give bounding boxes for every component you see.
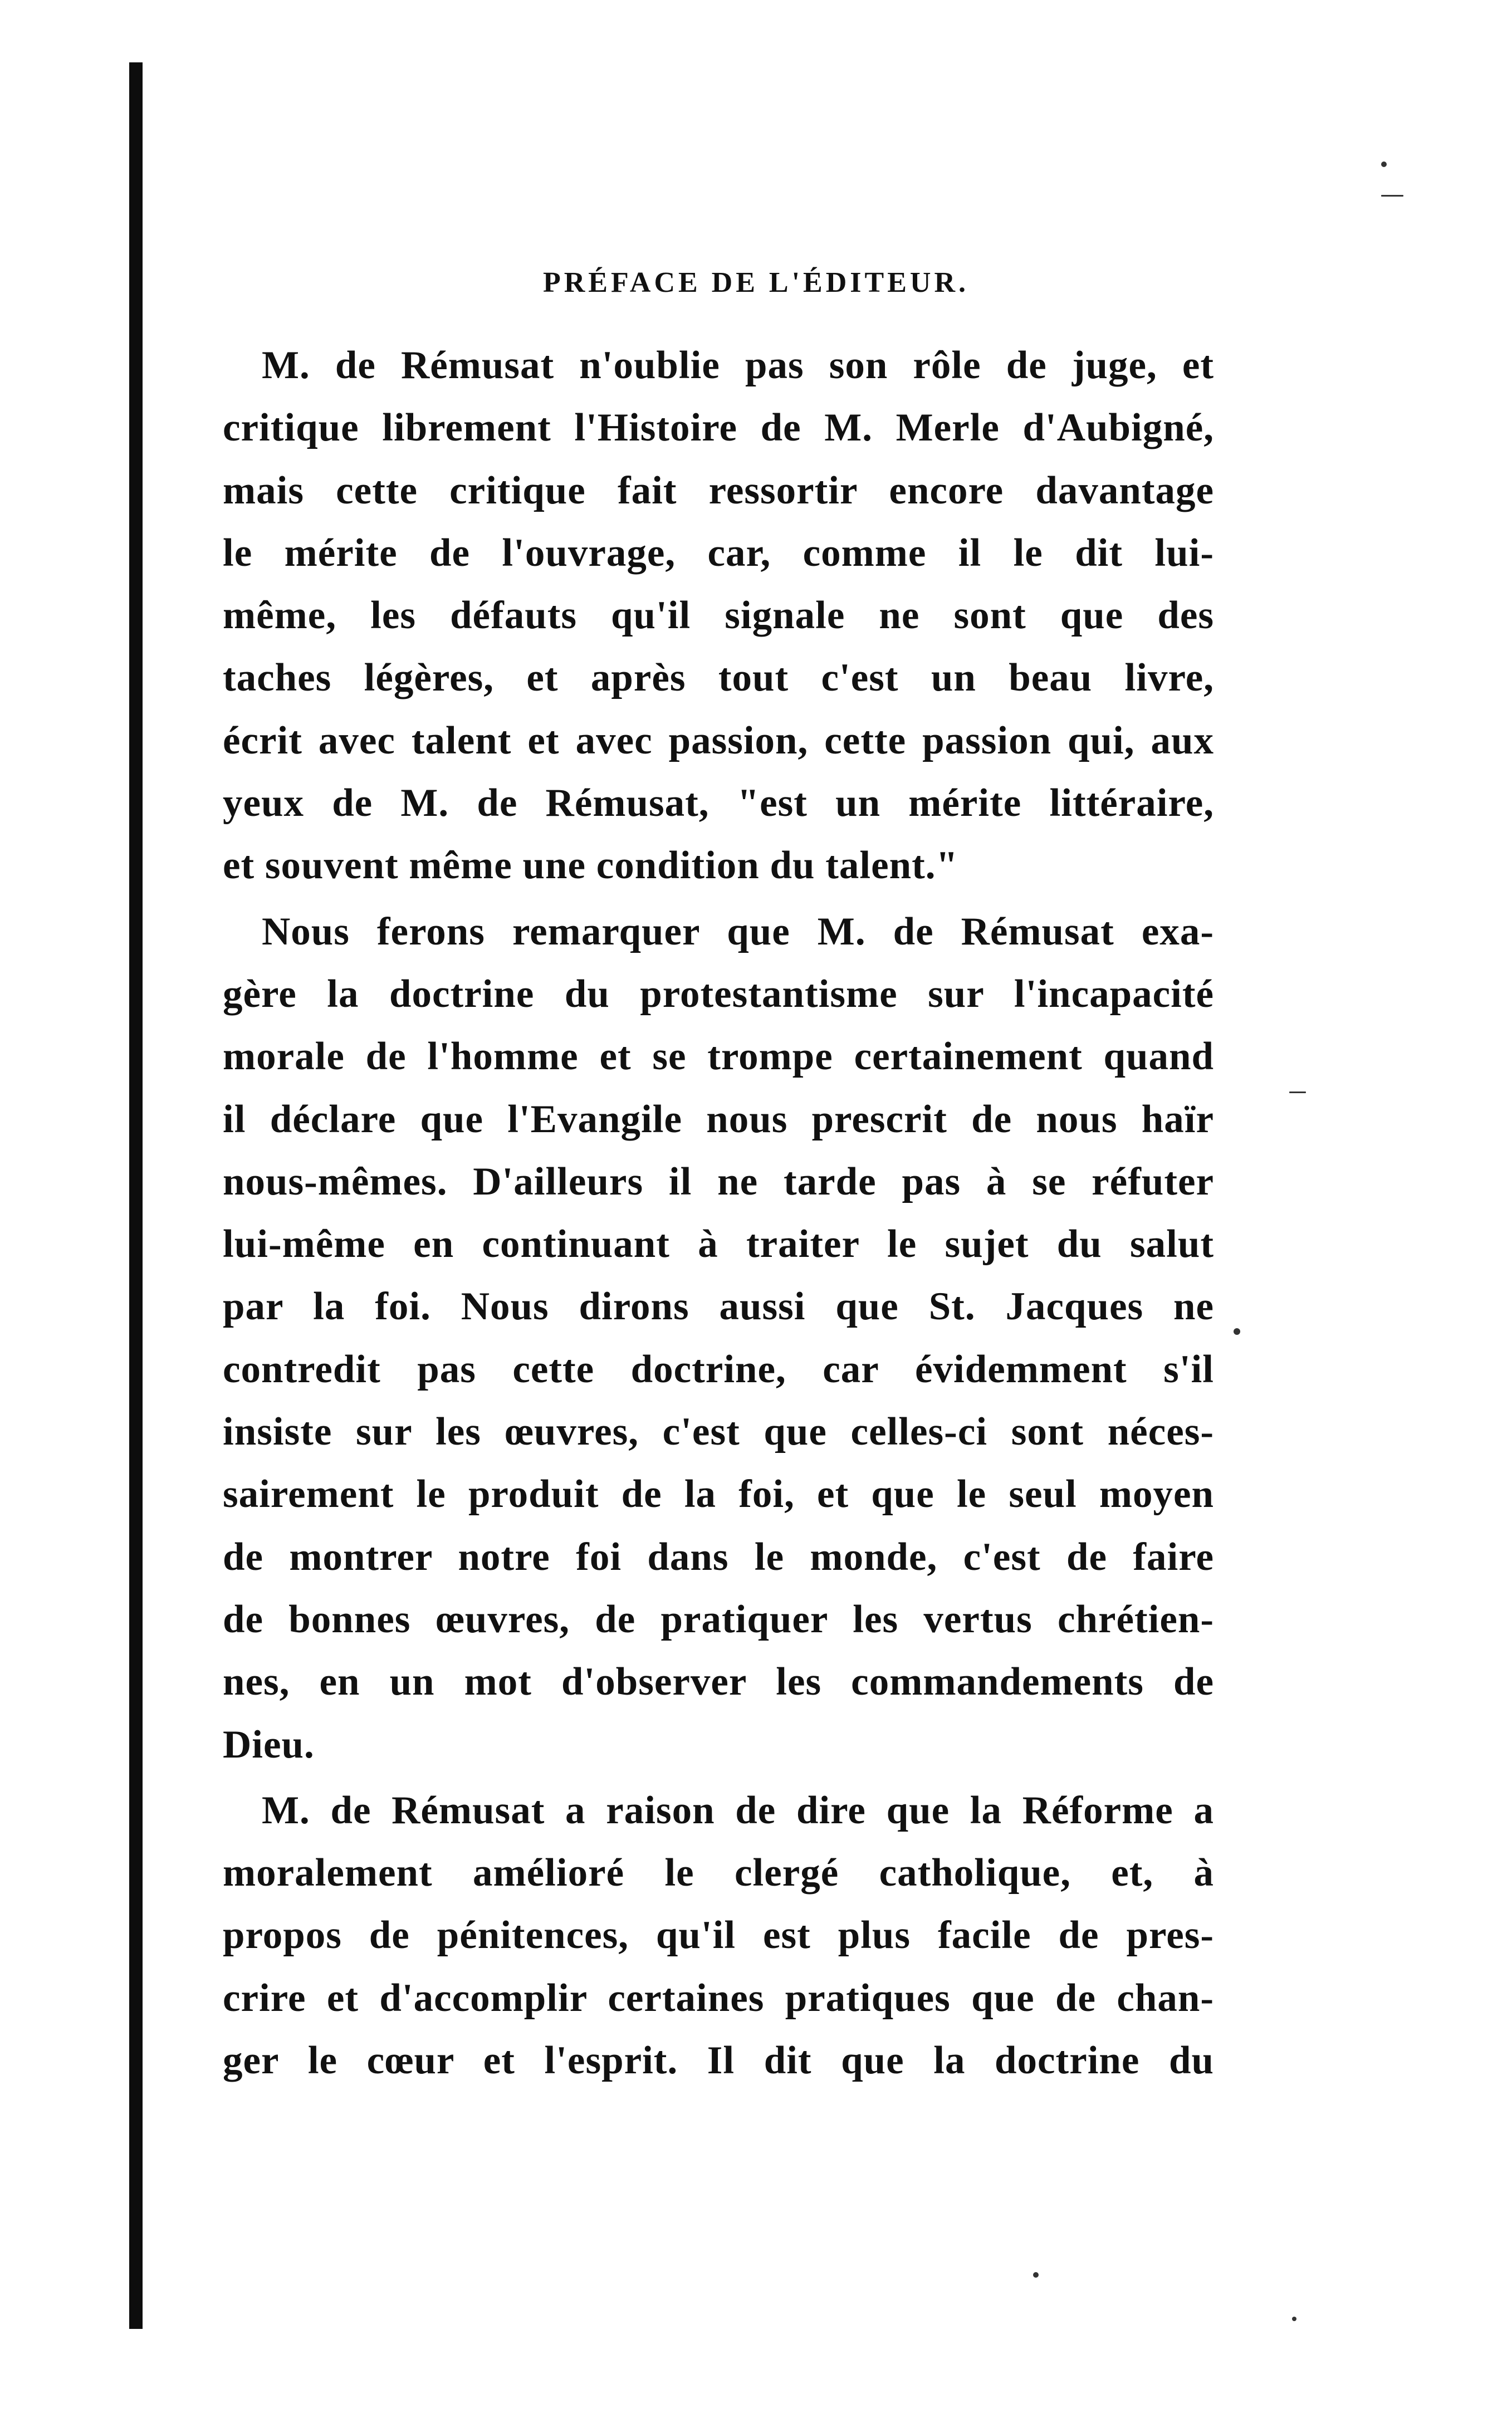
text-line: nous-mêmes. D'ailleurs il ne tarde pas à se réfuter: [223, 1159, 1214, 1203]
text-line: Dieu.: [223, 1722, 315, 1766]
paragraph-1: [223, 334, 1214, 897]
text-line: lui-même en continuant à traiter le sujet du salut: [223, 1222, 1214, 1266]
text-line: yeux de M. de Rémusat, "est un mérite littéraire,: [223, 781, 1214, 825]
text-line: gère la doctrine du protestantisme sur l'incapacité: [223, 972, 1214, 1016]
text-line: contredit pas cette doctrine, car évidemment s'il: [223, 1347, 1214, 1391]
text-line: morale de l'homme et se trompe certainement quand: [223, 1035, 1214, 1079]
text-line: sairement le produit de la foi, et que le seul moyen: [223, 1472, 1214, 1516]
text-line: crire et d'accomplir certaines pratiques que de chan-: [223, 1976, 1214, 2020]
text-line: nes, en un mot d'observer les commandements de: [223, 1660, 1214, 1704]
text-line: écrit avec talent et avec passion, cette passion qui, aux: [223, 718, 1214, 762]
scan-speck: [1292, 2317, 1296, 2321]
body-text: [223, 334, 1214, 2092]
scan-speck: [1234, 1328, 1240, 1335]
text-line: M. de Rémusat a raison de dire que la Réforme a: [262, 1788, 1214, 1832]
scan-speck: [1381, 161, 1387, 167]
scan-speck: [1033, 2272, 1039, 2278]
scan-speck: [1289, 1092, 1306, 1093]
text-line: propos de pénitences, qu'il est plus facile de pres-: [223, 1913, 1214, 1957]
text-line: de bonnes œuvres, de pratiquer les vertus chrétien-: [223, 1597, 1214, 1641]
text-line: ger le cœur et l'esprit. Il dit que la doctrine du: [223, 2039, 1214, 2083]
scan-speck: [1381, 195, 1403, 197]
text-line: il déclare que l'Evangile nous prescrit de nous haïr: [223, 1097, 1214, 1141]
text-line: moralement amélioré le clergé catholique, et, à: [223, 1851, 1214, 1895]
text-line: Nous ferons remarquer que M. de Rémusat exa-: [262, 909, 1214, 953]
text-line: M. de Rémusat n'oublie pas son rôle de juge, et: [262, 344, 1214, 387]
text-line: même, les défauts qu'il signale ne sont que des: [223, 594, 1214, 638]
binding-edge: [129, 62, 143, 2329]
text-line: par la foi. Nous dirons aussi que St. Jacques ne: [223, 1285, 1214, 1329]
paragraph-3: [223, 1779, 1214, 2092]
text-line: insiste sur les œuvres, c'est que celles-ci sont néces-: [223, 1410, 1214, 1454]
text-line: mais cette critique fait ressortir encore davantage: [223, 468, 1214, 512]
text-line: critique librement l'Histoire de M. Merle d'Aubigné,: [223, 406, 1214, 450]
text-line: de montrer notre foi dans le monde, c'est de faire: [223, 1535, 1214, 1579]
paragraph-2: [223, 900, 1214, 1776]
running-head: PRÉFACE DE L'ÉDITEUR.: [542, 267, 969, 298]
text-line: et souvent même une condition du talent.": [223, 844, 958, 888]
text-line: taches légères, et après tout c'est un beau livre,: [223, 656, 1214, 700]
text-line: le mérite de l'ouvrage, car, comme il le dit lui-: [223, 531, 1214, 575]
